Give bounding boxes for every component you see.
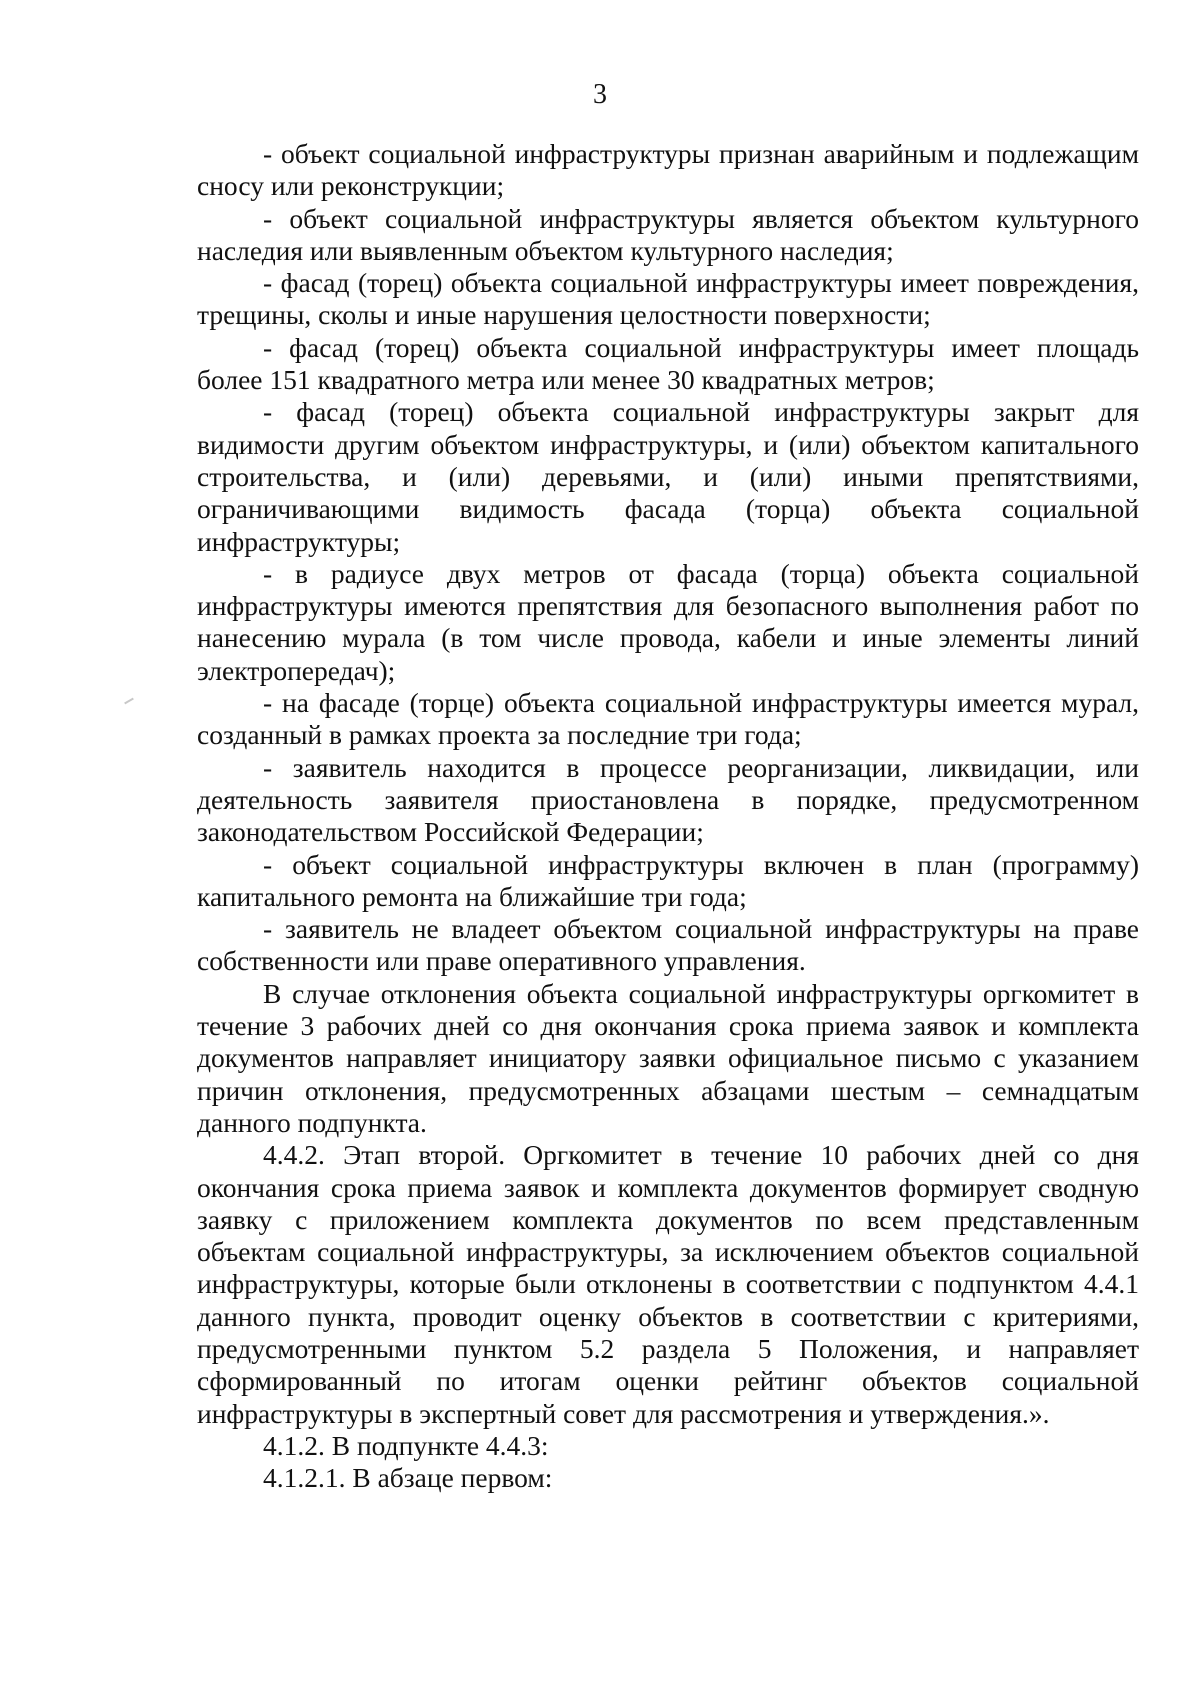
list-item-paragraph: - фасад (торец) объекта социальной инфраструктуры имеет повреждения, трещины, сколы и иные нарушения целостности поверхности;: [197, 267, 1139, 331]
list-item-paragraph: - объект социальной инфраструктуры является объектом культурного наследия или выявленным объектом культурного наследия;: [197, 202, 1139, 266]
list-item-paragraph: - заявитель находится в процессе реорганизации, ликвидации, или деятельность заявителя приостановлена в порядке, предусмотренном законодательством Российской Федерации;: [197, 751, 1139, 848]
body-paragraph: В случае отклонения объекта социальной инфраструктуры оргкомитет в течение 3 рабочих дней со дня окончания срока приема заявок и комплекта документов направляет инициатору заявки официальное письмо с указанием причин отклонения, предусмотренных абзацами шестым – семнадцатым данного подпункта.: [197, 977, 1139, 1138]
list-item-paragraph: - на фасаде (торце) объекта социальной инфраструктуры имеется мурал, созданный в рамках проекта за последние три года;: [197, 687, 1139, 751]
document-body: [197, 138, 1139, 1494]
list-item-paragraph: - объект социальной инфраструктуры включен в план (программу) капитального ремонта на ближайшие три года;: [197, 848, 1139, 912]
list-item-paragraph: - заявитель не владеет объектом социальной инфраструктуры на праве собственности или праве оперативного управления.: [197, 913, 1139, 977]
list-item-paragraph: - фасад (торец) объекта социальной инфраструктуры закрыт для видимости другим объектом инфраструктуры, и (или) объектом капитального строительства, и (или) деревьями, и (или) иными препятствиями, ограничивающими видимость фасада (торца) объекта социальной инфраструктуры;: [197, 396, 1139, 557]
page-number: 3: [593, 79, 607, 110]
scan-artifact: [124, 698, 134, 705]
list-item-paragraph: - фасад (торец) объекта социальной инфраструктуры имеет площадь более 151 квадратного метра или менее 30 квадратных метров;: [197, 331, 1139, 396]
list-item-paragraph: - объект социальной инфраструктуры признан аварийным и подлежащим сносу или реконструкции;: [197, 138, 1139, 202]
subsection-heading: 4.1.2. В подпункте 4.4.3:: [263, 1429, 549, 1461]
list-item-paragraph: - в радиусе двух метров от фасада (торца) объекта социальной инфраструктуры имеются препятствия для безопасного выполнения работ по нанесению мурала (в том числе провода, кабели и иные элементы линий электропередач);: [197, 557, 1139, 686]
section-paragraph: 4.4.2. Этап второй. Оргкомитет в течение 10 рабочих дней со дня окончания срока приема заявок и комплекта документов формирует сводную заявку с приложением комплекта документов по всем представленным объектам социальной инфраструктуры, за исключением объектов социальной инфраструктуры, которые были отклонены в соответствии с подпунктом 4.4.1 данного пункта, проводит оценку объектов в соответствии с критериями, предусмотренными пунктом 5.2 раздела 5 Положения, и направляет сформированный по итогам оценки рейтинг объектов социальной инфраструктуры в экспертный совет для рассмотрения и утверждения.».: [197, 1139, 1139, 1429]
subsection-heading: 4.1.2.1. В абзаце первом:: [263, 1462, 553, 1494]
